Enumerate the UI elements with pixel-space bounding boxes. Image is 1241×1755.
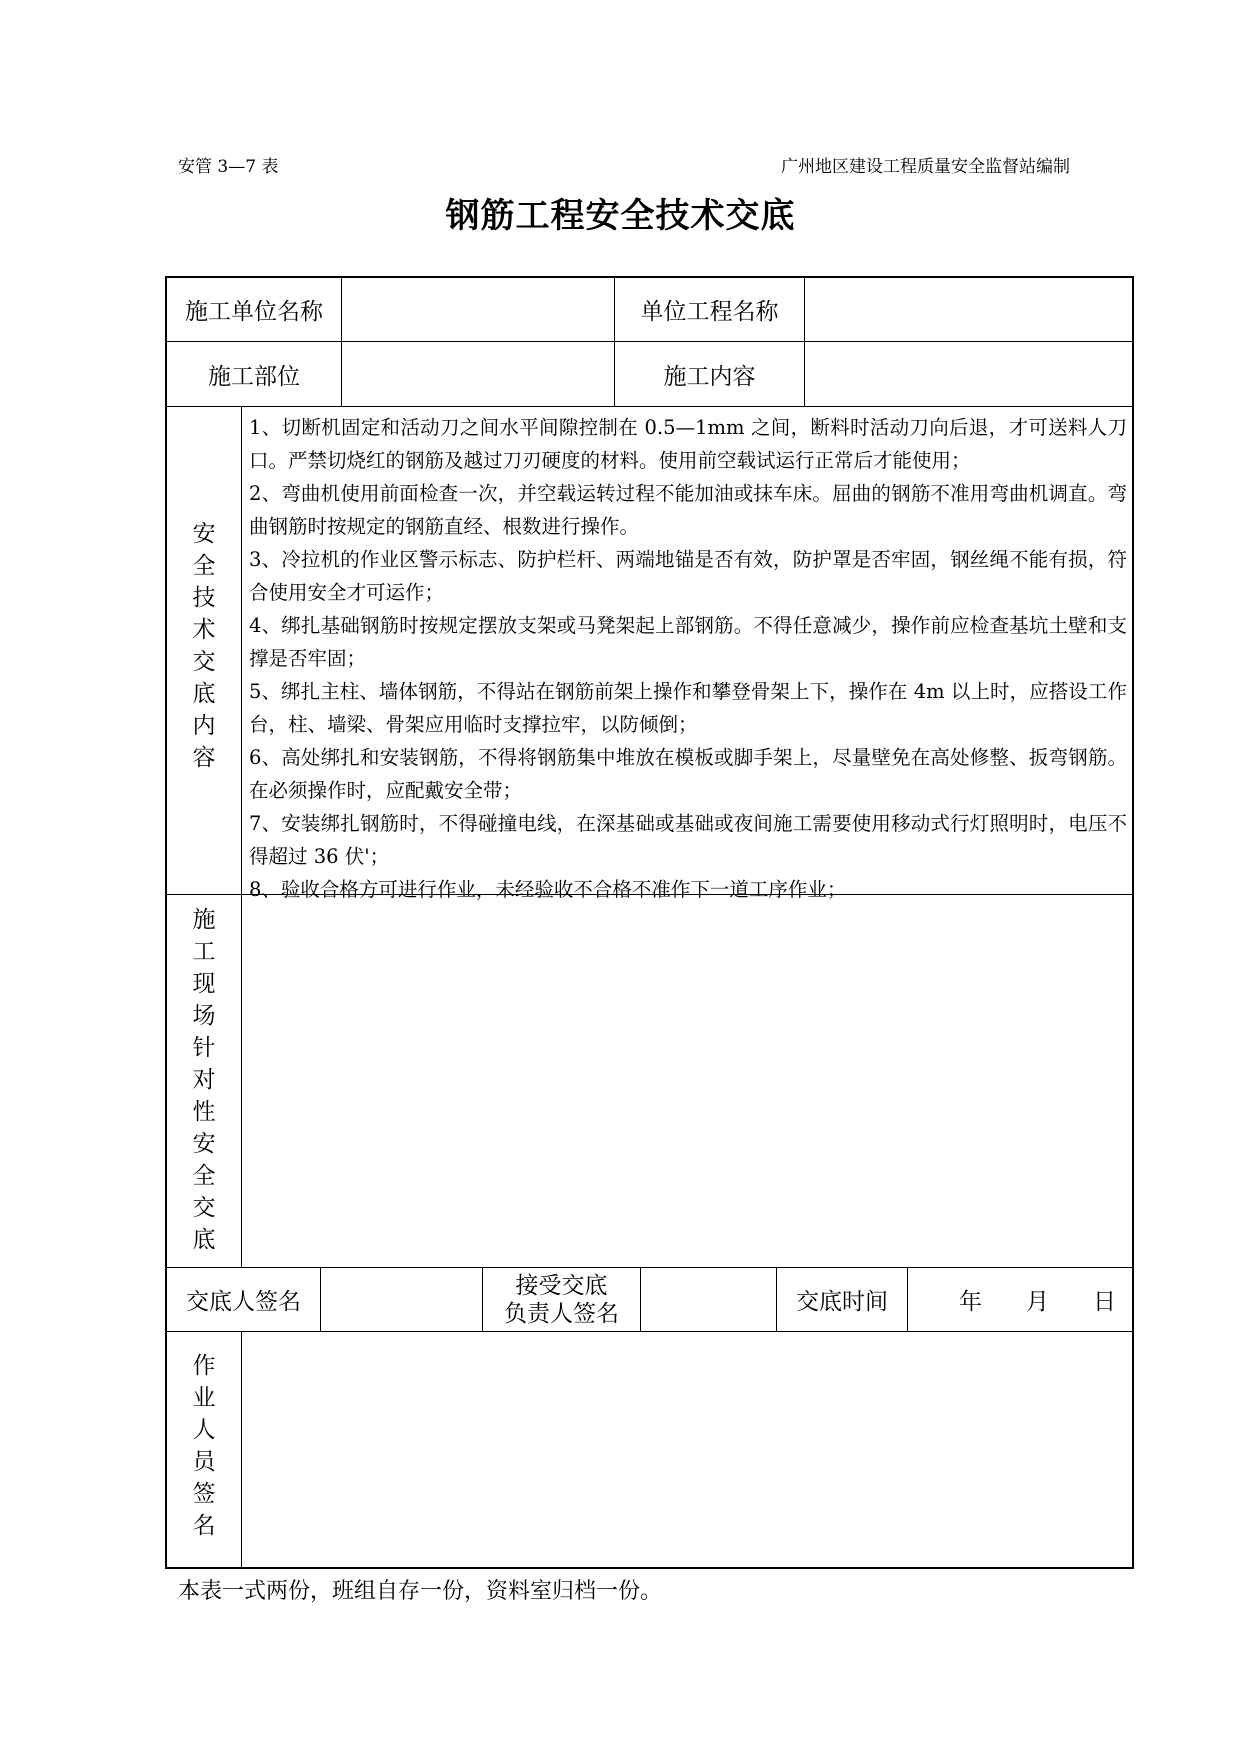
day-label: 日 <box>1093 1289 1116 1315</box>
footnote: 本表一式两份，班组自存一份，资料室归档一份。 <box>178 1579 663 1604</box>
issuer: 广州地区建设工程质量安全监督站编制 <box>781 157 1070 177</box>
safety-item: 3、冷拉机的作业区警示标志、防护栏杆、两端地锚是否有效，防护罩是否牢固，钢丝绳不能有损，符合使用安全才可运作； <box>249 548 1127 604</box>
discloser-label: 交底人签名 <box>186 1289 301 1315</box>
label-char: 全 <box>192 553 216 579</box>
receiver-label-line1: 接受交底 <box>515 1272 608 1299</box>
disclosure-time-label: 交底时间 <box>796 1289 888 1315</box>
label-char: 底 <box>192 681 216 707</box>
label-char: 员 <box>192 1449 216 1475</box>
form-code: 安管 3—7 表 <box>178 157 279 177</box>
discloser-signature-field[interactable] <box>321 1268 482 1331</box>
row-divider <box>167 406 1132 407</box>
project-name-label: 单位工程名称 <box>640 299 779 325</box>
label-char: 名 <box>192 1513 216 1539</box>
page-title: 钢筋工程安全技术交底 <box>445 196 796 236</box>
disclosure-form <box>165 276 1134 1569</box>
label-char: 现 <box>192 971 216 997</box>
construction-unit-label: 施工单位名称 <box>185 299 323 325</box>
label-char: 交 <box>192 1195 216 1221</box>
project-name-field[interactable] <box>805 278 1132 341</box>
year-label: 年 <box>959 1289 982 1315</box>
label-char: 全 <box>192 1163 216 1189</box>
label-char: 工 <box>192 939 216 965</box>
receiver-label-line2: 负责人签名 <box>504 1300 619 1327</box>
safety-content-list <box>249 411 1127 906</box>
receiver-signature-field[interactable] <box>641 1268 776 1331</box>
label-char: 人 <box>192 1417 216 1443</box>
content-field[interactable] <box>805 342 1132 406</box>
label-char: 技 <box>192 585 216 611</box>
label-char: 交 <box>192 649 216 675</box>
label-char: 作 <box>192 1353 216 1379</box>
construction-unit-field[interactable] <box>342 278 614 341</box>
label-char: 术 <box>192 617 216 643</box>
label-char: 业 <box>192 1385 216 1411</box>
worker-signature-field[interactable] <box>242 1332 1132 1567</box>
location-field[interactable] <box>342 342 614 406</box>
label-char: 安 <box>192 521 216 547</box>
label-char: 签 <box>192 1481 216 1507</box>
disclosure-date-field[interactable] <box>908 1268 1132 1331</box>
label-char: 性 <box>192 1099 216 1125</box>
safety-item: 4、绑扎基础钢筋时按规定摆放支架或马凳架起上部钢筋。不得任意减少，操作前应检查基坑土壁和支撑是否牢固； <box>249 614 1127 670</box>
safety-item: 2、弯曲机使用前面检查一次，并空载运转过程不能加油或抹车床。屈曲的钢筋不准用弯曲机调直。弯曲钢筋时按规定的钢筋直经、根数进行操作。 <box>249 482 1127 538</box>
month-label: 月 <box>1026 1289 1049 1315</box>
label-char: 安 <box>192 1131 216 1157</box>
label-char: 底 <box>192 1227 216 1253</box>
safety-item: 6、高处绑扎和安装钢筋，不得将钢筋集中堆放在模板或脚手架上，尽量壁免在高处修整、扳弯钢筋。在必须操作时，应配戴安全带； <box>249 746 1127 802</box>
location-label: 施工部位 <box>208 363 300 390</box>
receiver-label <box>483 1268 640 1331</box>
safety-content-label <box>167 518 241 774</box>
safety-item: 5、绑扎主柱、墙体钢筋，不得站在钢筋前架上操作和攀登骨架上下，操作在 4m 以上时，应搭设工作台，柱、墙梁、骨架应用临时支撑拉牢，以防倾倒； <box>249 680 1127 736</box>
label-char: 内 <box>192 713 216 739</box>
label-char: 容 <box>192 745 216 771</box>
label-char: 场 <box>192 1003 216 1029</box>
label-char: 施 <box>192 907 216 933</box>
site-specific-field[interactable] <box>242 895 1132 1267</box>
label-char: 对 <box>192 1067 216 1093</box>
worker-signature-label <box>167 1350 241 1542</box>
safety-item: 8、验收合格方可进行作业，未经验收不合格不准作下一道工序作业； <box>249 878 847 901</box>
site-specific-label <box>167 904 241 1256</box>
content-label: 施工内容 <box>663 363 756 390</box>
label-char: 针 <box>192 1035 216 1061</box>
safety-item: 1、切断机固定和活动刀之间水平间隙控制在 0.5—1mm 之间，断料时活动刀向后退，才可送料人刀口。严禁切烧红的钢筋及越过刀刃硬度的材料。使用前空载试运行正常后才能使用； <box>249 416 1127 472</box>
safety-item: 7、安装绑扎钢筋时，不得碰撞电线，在深基础或基础或夜间施工需要使用移动式行灯照明时，电压不得超过 36 伏'； <box>249 812 1127 868</box>
